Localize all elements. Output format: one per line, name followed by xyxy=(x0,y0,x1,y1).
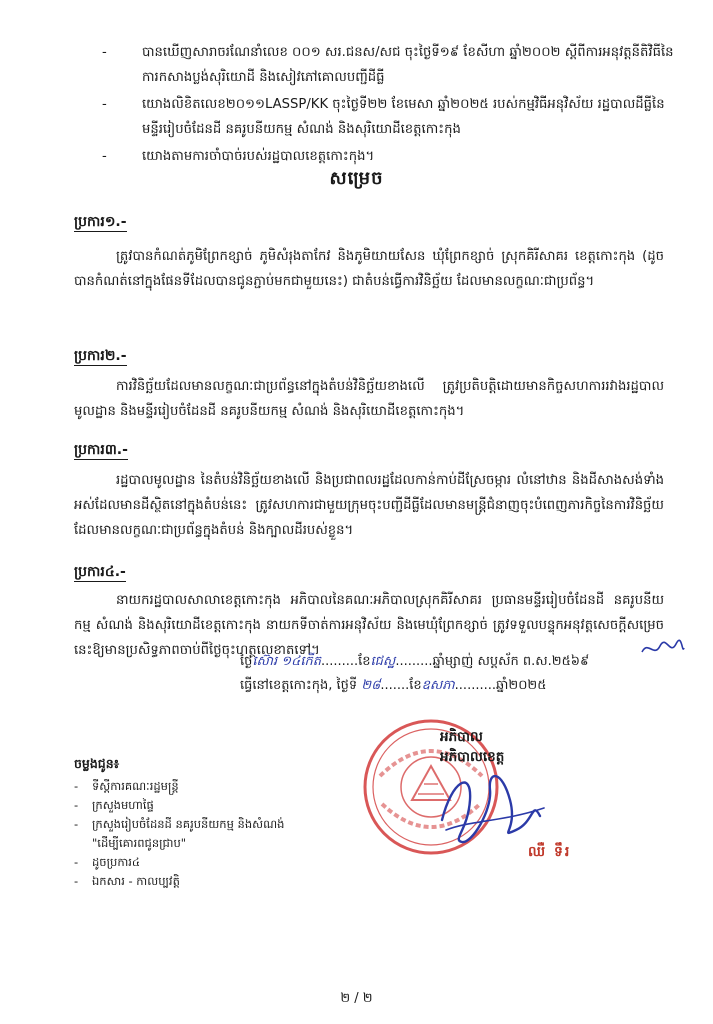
preamble-list xyxy=(100,40,680,171)
page-number: ២ / ២ xyxy=(340,991,373,1006)
bullet-dash: - xyxy=(74,779,79,793)
signer-title-line2: អភិបាលខេត្ត xyxy=(440,749,505,765)
article-4-text: នាយករដ្ឋបាលសាលាខេត្តកោះកុង អភិបាលនៃគណៈអភិបាលស្រុកគិរីសាគរ ប្រធានមន្ទីររៀបចំដែនដី នគរូបនីយកម្ម សំណង់ និងសុរិយោដីខេត្តកោះកុង នាយកទីចាត់ការអនុវិស័យ និងមេឃុំព្រែកខ្សាច់ ត្រូវទទួលបន្ទុកអនុវត្តសេចក្ដីសម្រេចនេះឱ្យមានប្រសិទ្ធភាពចាប់ពីថ្ងៃចុះហត្ថលេខាតទៅ។ xyxy=(74,593,664,658)
copy-to-text: ដូចប្រការ៤ xyxy=(92,855,141,869)
lunar-month-label: ខែ xyxy=(358,654,371,669)
lunar-suffix: ឆ្នាំម្សាញ់ សប្តស័ក ព.ស.២៥៦៩ xyxy=(432,654,590,669)
article-heading-text: ប្រការ១.- xyxy=(74,214,127,230)
signer-title-line1: អភិបាល xyxy=(440,729,483,745)
article-3-heading xyxy=(74,440,128,461)
article-heading-text: ប្រការ២.- xyxy=(74,348,127,364)
date-block xyxy=(240,650,680,698)
article-1-heading xyxy=(74,212,127,233)
copy-to-item xyxy=(74,853,374,872)
lunar-day-handwritten: ស៊ោរ ១៤កើត xyxy=(252,654,321,669)
lunar-month-handwritten: ជេស្ឋ xyxy=(370,654,396,669)
article-4-heading xyxy=(74,562,126,583)
article-heading-text: ប្រការ៤.- xyxy=(74,564,126,580)
article-heading-text: ប្រការ៣.- xyxy=(74,442,128,458)
decision-title: សម្រេច xyxy=(329,168,384,189)
article-2-heading xyxy=(74,346,127,367)
year-label: ឆ្នាំ២០២៥ xyxy=(496,678,547,693)
preamble-text: យោងលិខិតលេខ២០១១LASSP/KK ចុះថ្ងៃទី២២ ខែមេសា ឆ្នាំ២០២៥ របស់កម្មវិធីអនុវិស័យ រដ្ឋបាលដីធ្លីនៃមន្ទីររៀបចំដែនដី នគរូបនីយកម្ម សំណង់ និងសុរិយោដីខេត្តកោះកុង xyxy=(142,97,665,137)
bullet-dash: - xyxy=(74,855,79,869)
month-handwritten: ឧសភា xyxy=(421,678,455,693)
copy-to-block xyxy=(74,756,374,891)
copy-to-text: ឯកសារ - កាលប្បវត្តិ xyxy=(92,874,180,888)
copy-to-text: ក្រសួងមហាផ្ទៃ xyxy=(92,798,154,812)
copy-to-title: ចម្លងជូន៖ xyxy=(74,756,120,771)
article-3-text: រដ្ឋបាលមូលដ្ឋាន នៃតំបន់វិនិច្ឆ័យខាងលើ និងប្រជាពលរដ្ឋដែលកាន់កាប់ដីស្រែចម្ការ លំនៅឋាន និងដីសាងសង់ទាំងអស់ដែលមានដីស្ថិតនៅក្នុងតំបន់នេះ ត្រូវសហការជាមួយក្រុមចុះបញ្ជីដីធ្លីដែលមានមន្ត្រីជំនាញចុះបំពេញភារកិច្ចនៃការវិនិច្ឆ័យដែលមានលក្ខណៈជាប្រព័ន្ធក្នុងតំបន់ និងក្បាលដីរបស់ខ្លួន។ xyxy=(74,473,664,538)
copy-to-item xyxy=(74,777,374,796)
bullet-dash: - xyxy=(74,874,79,888)
bullet-dash: - xyxy=(74,817,79,831)
month-label: ខែ xyxy=(409,678,422,693)
copy-to-item xyxy=(74,815,374,834)
article-1-text: ត្រូវបានកំណត់ភូមិព្រែកខ្សាច់ ភូមិសំរុងតាកែវ និងភូមិយាយសែន ឃុំព្រែកខ្សាច់ ស្រុកគិរីសាគរ ខេត្តកោះកុង (ដូចបានកំណត់នៅក្នុងផែនទីដែលបានជូនភ្ជាប់មកជាមួយនេះ) ជាតំបន់ធ្វើការវិនិច្ឆ័យ ដែលមានលក្ខណៈជាប្រព័ន្ធ។ xyxy=(74,249,664,289)
copy-to-text: "ដើម្បីគោរពជូនជ្រាប" xyxy=(92,836,187,850)
lunar-prefix: ថ្ងៃ xyxy=(240,654,253,669)
place-date-line: ធ្វើនៅខេត្តកោះកុង, ថ្ងៃទី ២៨.......ខែឧសភា..........ឆ្នាំ២០២៥ xyxy=(240,678,547,693)
bullet-dash: - xyxy=(74,798,79,812)
place-date-prefix: ធ្វើនៅខេត្តកោះកុង, ថ្ងៃទី xyxy=(240,678,358,693)
article-2-text: ការវិនិច្ឆ័យដែលមានលក្ខណៈជាប្រព័ន្ធនៅក្នុងតំបន់វិនិច្ឆ័យខាងលើ ត្រូវប្រតិបត្តិដោយមានកិច្ចសហការរវាងរដ្ឋបាលមូលដ្ឋាន និងមន្ទីររៀបចំដែនដី នគរូបនីយកម្ម សំណង់ និងសុរិយោដីខេត្តកោះកុង។ xyxy=(74,379,664,419)
lunar-date-line: ថ្ងៃស៊ោរ ១៤កើត.........ខែជេស្ឋ.........ឆ្នាំម្សាញ់ សប្តស័ក ព.ស.២៥៦៩ xyxy=(240,654,590,669)
day-handwritten: ២៨ xyxy=(361,678,381,693)
copy-to-item xyxy=(74,796,374,815)
bullet-dash: - xyxy=(102,45,107,60)
bullet-dash: - xyxy=(102,97,107,112)
bullet-dash xyxy=(74,834,92,853)
preamble-item xyxy=(100,40,680,90)
handwritten-signature-icon xyxy=(432,760,552,850)
preamble-text: យោងតាមការចាំបាច់របស់រដ្ឋបាលខេត្តកោះកុង។ xyxy=(142,149,375,164)
preamble-text: បានឃើញសារាចរណែនាំលេខ ០០១ សរ.ជនស/សជ ចុះថ្ងៃទី១៩ ខែសីហា ឆ្នាំ២០០២ ស្ដីពីការអនុវត្តនីតិវិធីនៃការកសាងប្លង់សុរិយោដី និងសៀវភៅគោលបញ្ជីដីធ្លី xyxy=(142,45,674,85)
bullet-dash: - xyxy=(102,149,107,164)
copy-to-item xyxy=(74,872,374,891)
signer-name: ឈឺ ទឹរ xyxy=(528,844,572,860)
preamble-item xyxy=(100,92,680,142)
copy-to-text: ក្រសួងរៀបចំដែនដី នគរូបនីយកម្ម និងសំណង់ xyxy=(92,817,285,831)
copy-to-text: ទីស្ដីការគណៈរដ្ឋមន្ត្រី xyxy=(92,779,179,793)
copy-to-item xyxy=(74,834,374,853)
